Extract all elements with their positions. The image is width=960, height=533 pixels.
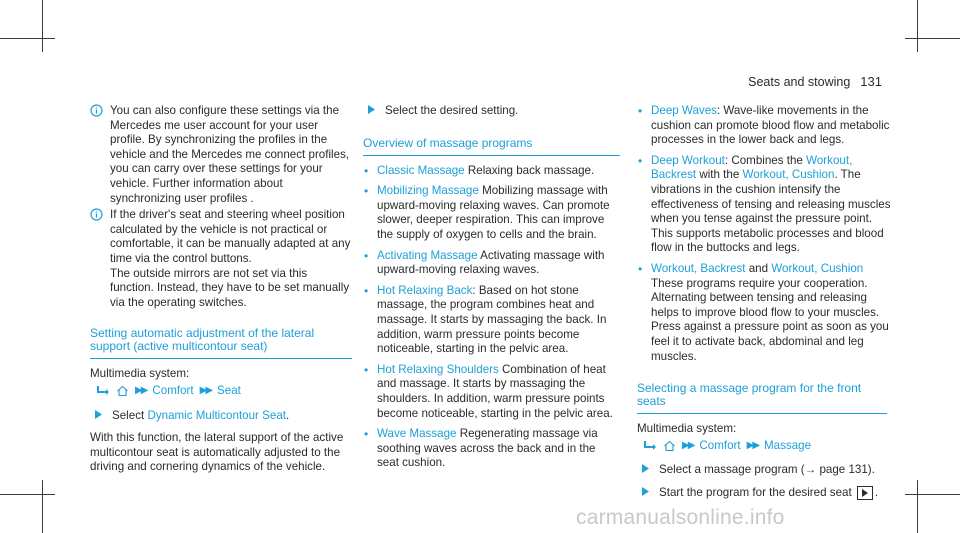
menu-path — [643, 439, 895, 454]
list-item: • Classic Massage Relaxing back massage. — [364, 163, 595, 178]
list-item: • Workout, Backrest and Workout, Cushion These programs require your cooperation. Alternating between tensing and releasing helps to improve blood flow to your muscles. Press against a pressure point as soon as you feel it to activate back, abdominal and leg muscles. — [638, 261, 889, 363]
list-item: • Activating Massage Activating massage with upward-moving relaxing waves. — [364, 248, 605, 277]
chevron-right-icon: ▶▶ — [682, 439, 694, 451]
list-item: • Hot Relaxing Shoulders Combination of heat and massage. It starts by massaging the shoulders. In addition, warm pressure points become noticeable, starting in the pelvic area. — [364, 362, 613, 420]
path-arrow-icon — [96, 386, 110, 396]
home-icon — [116, 385, 129, 397]
column-2 — [363, 104, 620, 477]
section-heading: Setting automatic adjustment of the lateral support (active multicontour seat) — [90, 327, 352, 359]
list-item: • Mobilizing Massage Mobilizing massage with upward-moving relaxing waves. Can promote slower, deeper respiration. This can improve the supply of oxygen to cells and the brain. — [364, 184, 610, 241]
watermark: carmanualsonline.info — [576, 506, 785, 529]
section-title: Seats and stowing — [748, 75, 851, 89]
crop-mark — [917, 0, 918, 52]
info-text: If the driver's seat and steering wheel position calculated by the vehicle is not practical or comfortable, it can be manually adapted at any time via the control buttons. — [110, 208, 351, 265]
crop-mark — [0, 38, 55, 39]
menu-comfort: Comfort — [699, 438, 741, 452]
body-text: With this function, the lateral support of the active multicontour seat is automatically adjusted to the driving and cornering dynamics of the vehicle. — [90, 431, 344, 474]
setting-link: Dynamic Multicontour Seat — [147, 408, 286, 422]
system-label: Multimedia system: — [637, 422, 737, 436]
instruction-step: Select Dynamic Multicontour Seat. — [90, 409, 352, 424]
path-arrow-icon — [643, 441, 657, 451]
info-note — [90, 208, 352, 310]
list-item: • Hot Relaxing Back: Based on hot stone massage, the program combines heat and massage. It starts by massaging the back. In addition, warm pressure points become noticeable, starting in the pelvic area. — [364, 283, 607, 356]
list-item: • Wave Massage Regenerating massage via soothing waves across the back and in the seat cushion. — [364, 427, 598, 470]
chevron-right-icon: ▶▶ — [199, 384, 212, 396]
step-arrow-icon — [641, 486, 650, 502]
info-icon — [90, 208, 103, 226]
massage-program-list — [363, 164, 620, 471]
info-note — [90, 104, 352, 206]
crop-mark — [917, 480, 918, 533]
info-text: The outside mirrors are not set via this function. Instead, they have to be set manually via the operating switches. — [110, 266, 350, 309]
crop-mark — [905, 494, 960, 495]
instruction-step: Select a massage program (→ page 131). — [637, 463, 895, 478]
home-icon — [663, 440, 676, 452]
massage-program-list — [637, 104, 895, 364]
list-item: • Deep Workout: Combines the Workout, Backrest with the Workout, Cushion. The vibrations in the cushion intensify the effectiveness of tensing and releasing muscles when you tense against the pressure point. This supports metabolic processes and blood flow in the buttocks and legs. — [638, 153, 891, 255]
crop-mark — [905, 38, 960, 39]
crop-mark — [42, 480, 43, 533]
info-icon — [90, 104, 103, 122]
play-button-icon — [857, 486, 873, 500]
info-text: You can also configure these settings via the Mercedes me user account for your user profile. By synchronizing the profiles in the vehicle and the Mercedes me connect profiles, you can carry over these settings for your vehicle. Further information about synchronizing user profiles . — [110, 104, 350, 205]
section-heading: Selecting a massage program for the front seats — [637, 382, 887, 414]
step-arrow-icon — [641, 463, 650, 479]
menu-path — [96, 384, 352, 399]
column-3 — [637, 104, 895, 509]
page-number: 131 — [860, 74, 882, 89]
instruction-step: Select the desired setting. — [363, 104, 620, 119]
section-heading: Overview of massage programs — [363, 137, 620, 156]
system-label: Multimedia system: — [90, 367, 190, 381]
column-1 — [90, 104, 352, 475]
crop-mark — [0, 494, 55, 495]
crop-mark — [42, 0, 43, 52]
page-header — [748, 74, 882, 89]
step-arrow-icon — [94, 409, 103, 425]
menu-comfort: Comfort — [152, 383, 194, 397]
list-item: • Deep Waves: Wave-like movements in the cushion can promote blood flow and metabolic processes in the lower back and legs. — [638, 104, 890, 147]
step-arrow-icon — [367, 104, 376, 120]
menu-massage: Massage — [764, 438, 812, 452]
chevron-right-icon: ▶▶ — [135, 384, 147, 396]
chevron-right-icon: ▶▶ — [746, 439, 759, 451]
instruction-step: Start the program for the desired seat . — [637, 486, 895, 501]
menu-seat: Seat — [217, 383, 241, 397]
